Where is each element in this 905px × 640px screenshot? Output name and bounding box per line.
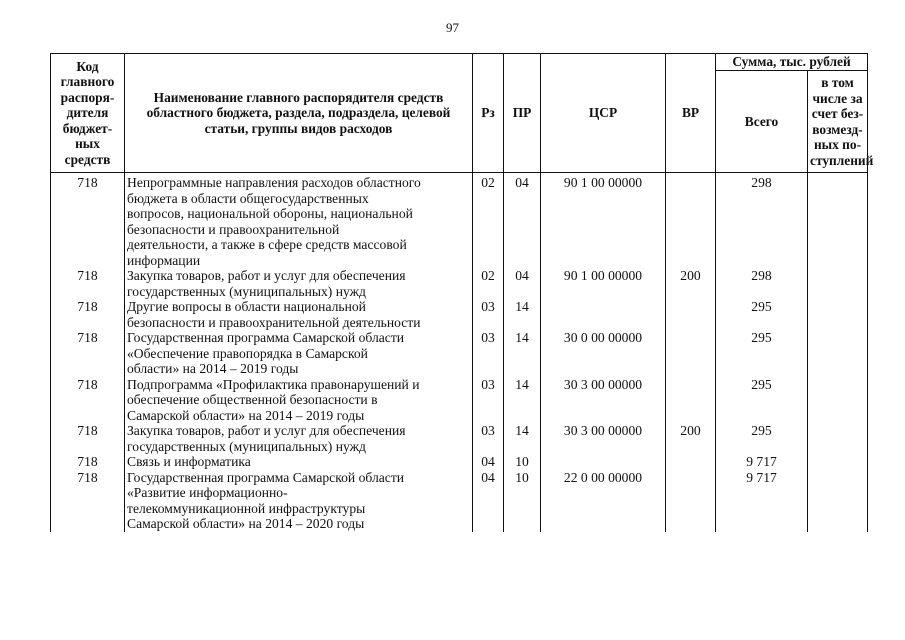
row-rz: 02 (473, 268, 504, 299)
row-csr: 90 1 00 00000 (541, 173, 666, 269)
row-vr (666, 470, 716, 532)
row-name (125, 330, 473, 377)
header-sum: Сумма, тыс. рублей (716, 54, 868, 71)
header-rz: Рз (473, 54, 504, 173)
row-name-line: Государственная программа Самарской области (127, 330, 405, 345)
row-name-line: телекоммуникационной инфраструктуры (127, 500, 366, 516)
row-name-line: Закупка товаров, работ и услуг для обеспечения (127, 268, 406, 283)
row-name (125, 268, 473, 299)
row-name (125, 470, 473, 532)
row-csr: 22 0 00 00000 (541, 470, 666, 532)
row-name-line: безопасности и правоохранительной (127, 221, 340, 237)
row-name-line: области» на 2014 – 2019 годы (127, 361, 299, 376)
budget-table (50, 53, 874, 532)
row-csr (541, 454, 666, 470)
row-name-line: Другие вопросы в области национальной (127, 299, 366, 314)
row-csr: 30 3 00 00000 (541, 377, 666, 424)
row-incl (808, 470, 868, 532)
row-rz: 03 (473, 330, 504, 377)
row-name-line: государственных (муниципальных) нужд (127, 283, 366, 299)
row-pr: 14 (504, 423, 541, 454)
row-name-line: информации (127, 252, 201, 268)
row-total: 9 717 (716, 470, 808, 532)
row-name-line: обеспечение общественной безопасности в (127, 392, 378, 407)
row-pr: 14 (504, 330, 541, 377)
row-total: 9 717 (716, 454, 808, 470)
row-name-line: вопросов, национальной обороны, национальной (127, 206, 413, 221)
row-incl (808, 268, 868, 299)
row-rz: 04 (473, 454, 504, 470)
row-csr (541, 299, 666, 330)
row-name-line: безопасности и правоохранительной деятельности (127, 314, 421, 330)
row-total: 295 (716, 299, 808, 330)
row-incl (808, 173, 868, 269)
row-pr: 04 (504, 268, 541, 299)
row-rz: 03 (473, 377, 504, 424)
row-name-line: «Обеспечение правопорядка в Самарской (127, 345, 368, 361)
row-code: 718 (51, 454, 125, 470)
row-name-line: Самарской области» на 2014 – 2020 годы (127, 516, 365, 531)
row-code: 718 (51, 470, 125, 532)
row-vr (666, 454, 716, 470)
row-total: 295 (716, 330, 808, 377)
table-row (51, 330, 868, 377)
row-code: 718 (51, 173, 125, 269)
table-row (51, 377, 868, 424)
table-row (51, 454, 868, 470)
row-name-line: Подпрограмма «Профилактика правонарушений и (127, 376, 420, 392)
row-name (125, 423, 473, 454)
row-name-line: «Развитие информационно- (127, 485, 288, 500)
table-body (51, 173, 868, 532)
row-pr: 10 (504, 470, 541, 532)
row-csr: 90 1 00 00000 (541, 268, 666, 299)
table-header (51, 54, 874, 173)
row-vr: 200 (666, 423, 716, 454)
row-csr: 30 0 00 00000 (541, 330, 666, 377)
row-vr: 200 (666, 268, 716, 299)
header-incl: в том числе за счет без-возмезд-ных по-ступлений (808, 71, 868, 173)
row-csr: 30 3 00 00000 (541, 423, 666, 454)
row-total: 298 (716, 268, 808, 299)
row-code: 718 (51, 299, 125, 330)
row-name-line: государственных (муниципальных) нужд (127, 438, 366, 454)
row-name-line: Непрограммные направления расходов областного (127, 175, 421, 190)
header-pr: ПР (504, 54, 541, 173)
row-incl (808, 454, 868, 470)
row-code: 718 (51, 268, 125, 299)
row-rz: 03 (473, 299, 504, 330)
table-row (51, 268, 868, 299)
row-code: 718 (51, 330, 125, 377)
row-rz: 03 (473, 423, 504, 454)
header-name: Наименование главного распорядителя средств областного бюджета, раздела, подраздела, целевой статьи, группы видов расходов (125, 54, 473, 173)
row-code: 718 (51, 423, 125, 454)
row-total: 295 (716, 377, 808, 424)
row-pr: 14 (504, 299, 541, 330)
row-rz: 04 (473, 470, 504, 532)
row-vr (666, 377, 716, 424)
page-number: 97 (446, 20, 459, 35)
row-pr: 04 (504, 173, 541, 269)
row-incl (808, 299, 868, 330)
row-name-line: деятельности, а также в сфере средств массовой (127, 237, 407, 252)
row-name (125, 299, 473, 330)
row-name-line: бюджета в области общегосударственных (127, 190, 369, 206)
row-incl (808, 330, 868, 377)
row-total: 295 (716, 423, 808, 454)
header-csr: ЦСР (541, 54, 666, 173)
row-pr: 14 (504, 377, 541, 424)
header-total: Всего (716, 71, 808, 173)
row-pr: 10 (504, 454, 541, 470)
row-incl (808, 423, 868, 454)
row-code: 718 (51, 377, 125, 424)
row-vr (666, 173, 716, 269)
row-vr (666, 330, 716, 377)
table-row (51, 299, 868, 330)
row-total: 298 (716, 173, 808, 269)
row-name-line: Государственная программа Самарской области (127, 469, 405, 485)
row-name (125, 454, 473, 470)
row-vr (666, 299, 716, 330)
table-row (51, 173, 868, 269)
row-name (125, 377, 473, 424)
row-name-line: Самарской области» на 2014 – 2019 годы (127, 407, 365, 423)
row-name (125, 173, 473, 269)
row-name-line: Закупка товаров, работ и услуг для обеспечения (127, 423, 406, 438)
table-row (51, 423, 868, 454)
row-name-line: Связь и информатика (127, 454, 251, 469)
table-row (51, 470, 868, 532)
row-incl (808, 377, 868, 424)
row-rz: 02 (473, 173, 504, 269)
header-code: Код главного распоря-дителя бюджет-ных средств (51, 54, 125, 173)
header-vr: ВР (666, 54, 716, 173)
